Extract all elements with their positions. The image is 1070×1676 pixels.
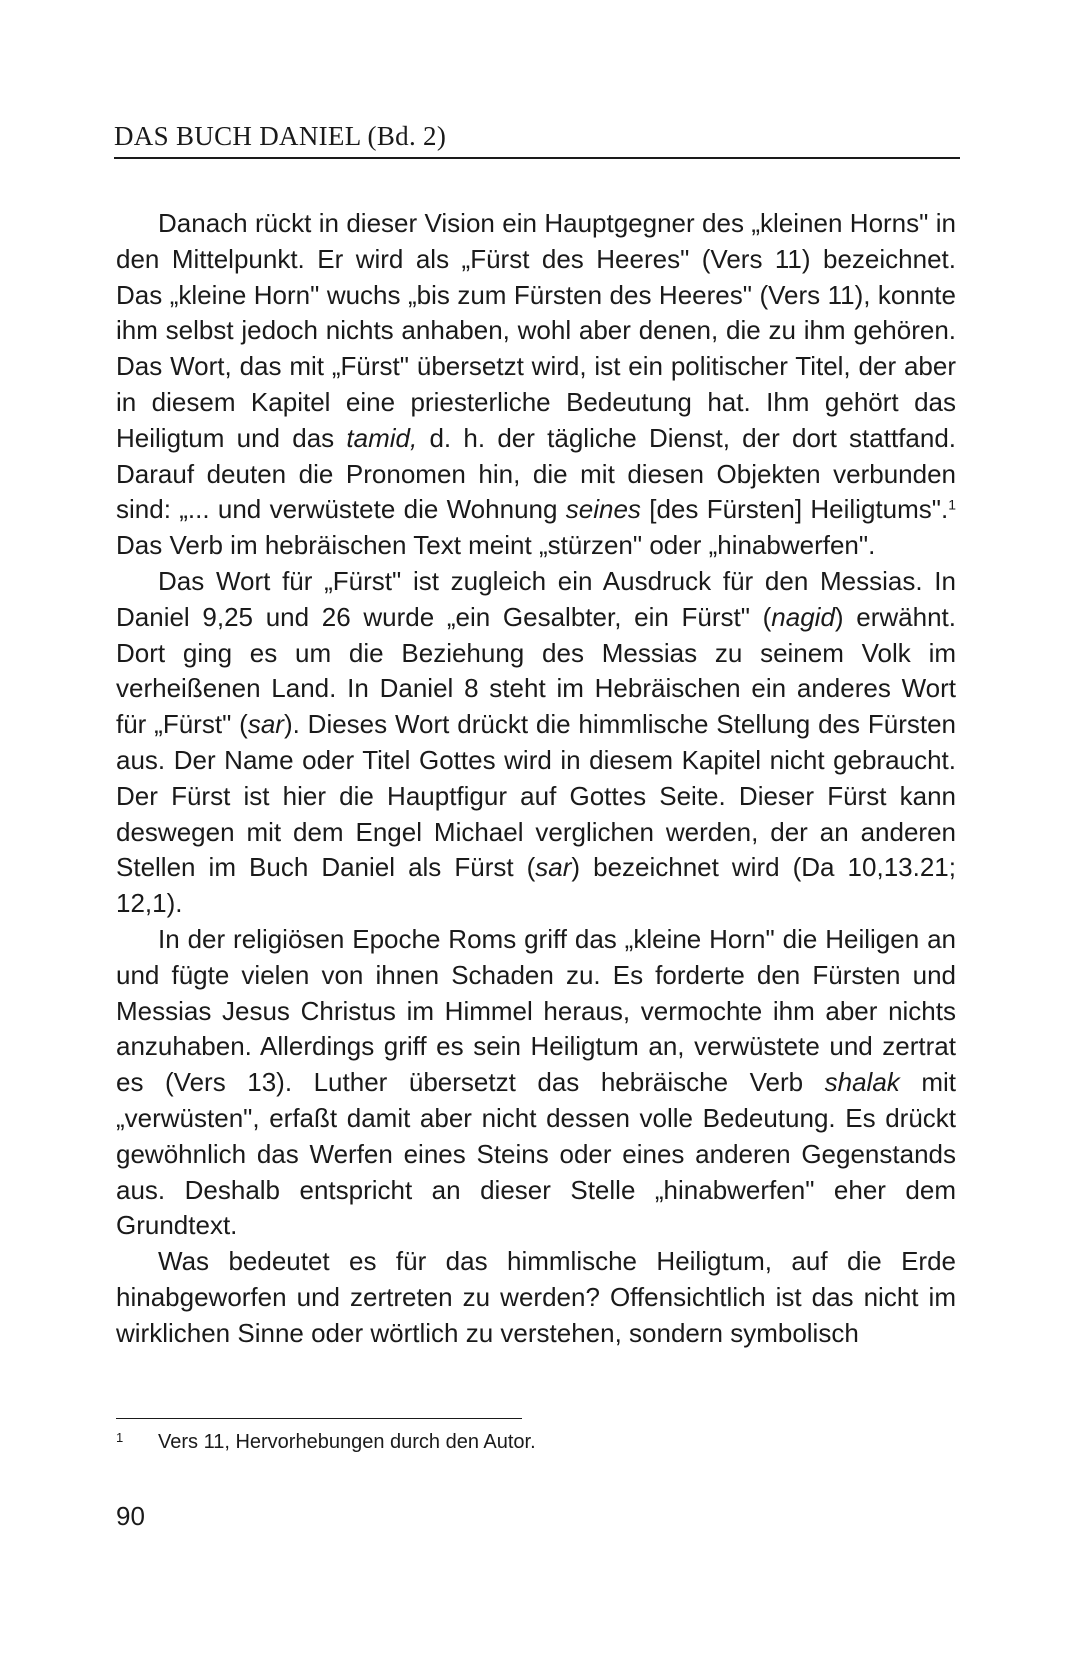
paragraph-2: Das Wort für „Fürst" ist zugleich ein Ausdruck für den Messias. In Daniel 9,25 und 26 wurde „ein Gesalbter, ein Fürst" (nagid) erwähnt. Dort ging es um die Beziehung des Messias zu seinem Volk im verheißenen Land. In Daniel 8 steht im Hebräischen ein anderes Wort für „Fürst" (sar). Dieses Wort drückt die himmlische Stellung des Fürsten aus. Der Name oder Titel Gottes wird in diesem Kapitel nicht gebraucht. Der Fürst ist hier die Hauptfigur auf Gottes Seite. Dieser Fürst kann deswegen mit dem Engel Michael verglichen werden, der an anderen Stellen im Buch Daniel als Fürst (sar) bezeichnet wird (Da 10,13.21; 12,1). [116, 565, 957, 919]
page-number: 90 [116, 1501, 145, 1531]
body-text [116, 206, 956, 1352]
footnote-divider [116, 1418, 522, 1419]
running-title: DAS BUCH DANIEL (Bd. 2) [114, 121, 447, 151]
running-header [114, 118, 960, 159]
footnote: 1 Vers 11, Hervorhebungen durch den Autor. [116, 1429, 536, 1453]
paragraph-1: Danach rückt in dieser Vision ein Hauptgegner des „kleinen Horns" in den Mittelpunkt. Er wird als „Fürst des Heeres" (Vers 11) bezeichnet. Das „kleine Horn" wuchs „bis zum Fürsten des Heeres" (Vers 11), konnte ihm selbst jedoch nichts anhaben, wohl aber denen, die zu ihm gehören. Das Wort, das mit „Fürst" übersetzt wird, ist ein politischer Titel, der aber in diesem Kapitel eine priesterliche Bedeutung hat. Ihm gehört das Heiligtum und das tamid, d. h. der tägliche Dienst, der dort stattfand. Darauf deuten die Pronomen hin, die mit diesen Objekten verbunden sind: „... und verwüstete die Wohnung seines [des Fürsten] Heiligtums".$^1$ Das Verb im hebräischen Text meint „stürzen" oder „hinabwerfen". [116, 208, 956, 561]
footnote-reference: 1 [948, 496, 956, 513]
footnote-text: Vers 11, Hervorhebungen durch den Autor. [158, 1431, 536, 1453]
paragraph-4: Was bedeutet es für das himmlische Heiligtum, auf die Erde hinabgeworfen und zertreten zu werden? Offensichtlich ist das nicht im wirklichen Sinne oder wörtlich zu verstehen, sondern symbolisch [116, 1246, 956, 1348]
paragraph-3: In der religiösen Epoche Roms griff das „kleine Horn" die Heiligen an und fügte vielen von ihnen Schaden zu. Es forderte den Fürsten und Messias Jesus Christus im Himmel heraus, vermochte ihm aber nichts anzuhaben. Allerdings griff es sein Heiligtum an, verwüstete und zertrat es (Vers 13). Luther übersetzt das hebräische Verb shalak mit „verwüsten", erfaßt damit aber nicht dessen volle Bedeutung. Es drückt gewöhnlich das Werfen eines Steins oder eines anderen Gegenstands aus. Deshalb entspricht an dieser Stelle „hinabwerfen" eher dem Grundtext. [116, 923, 956, 1241]
